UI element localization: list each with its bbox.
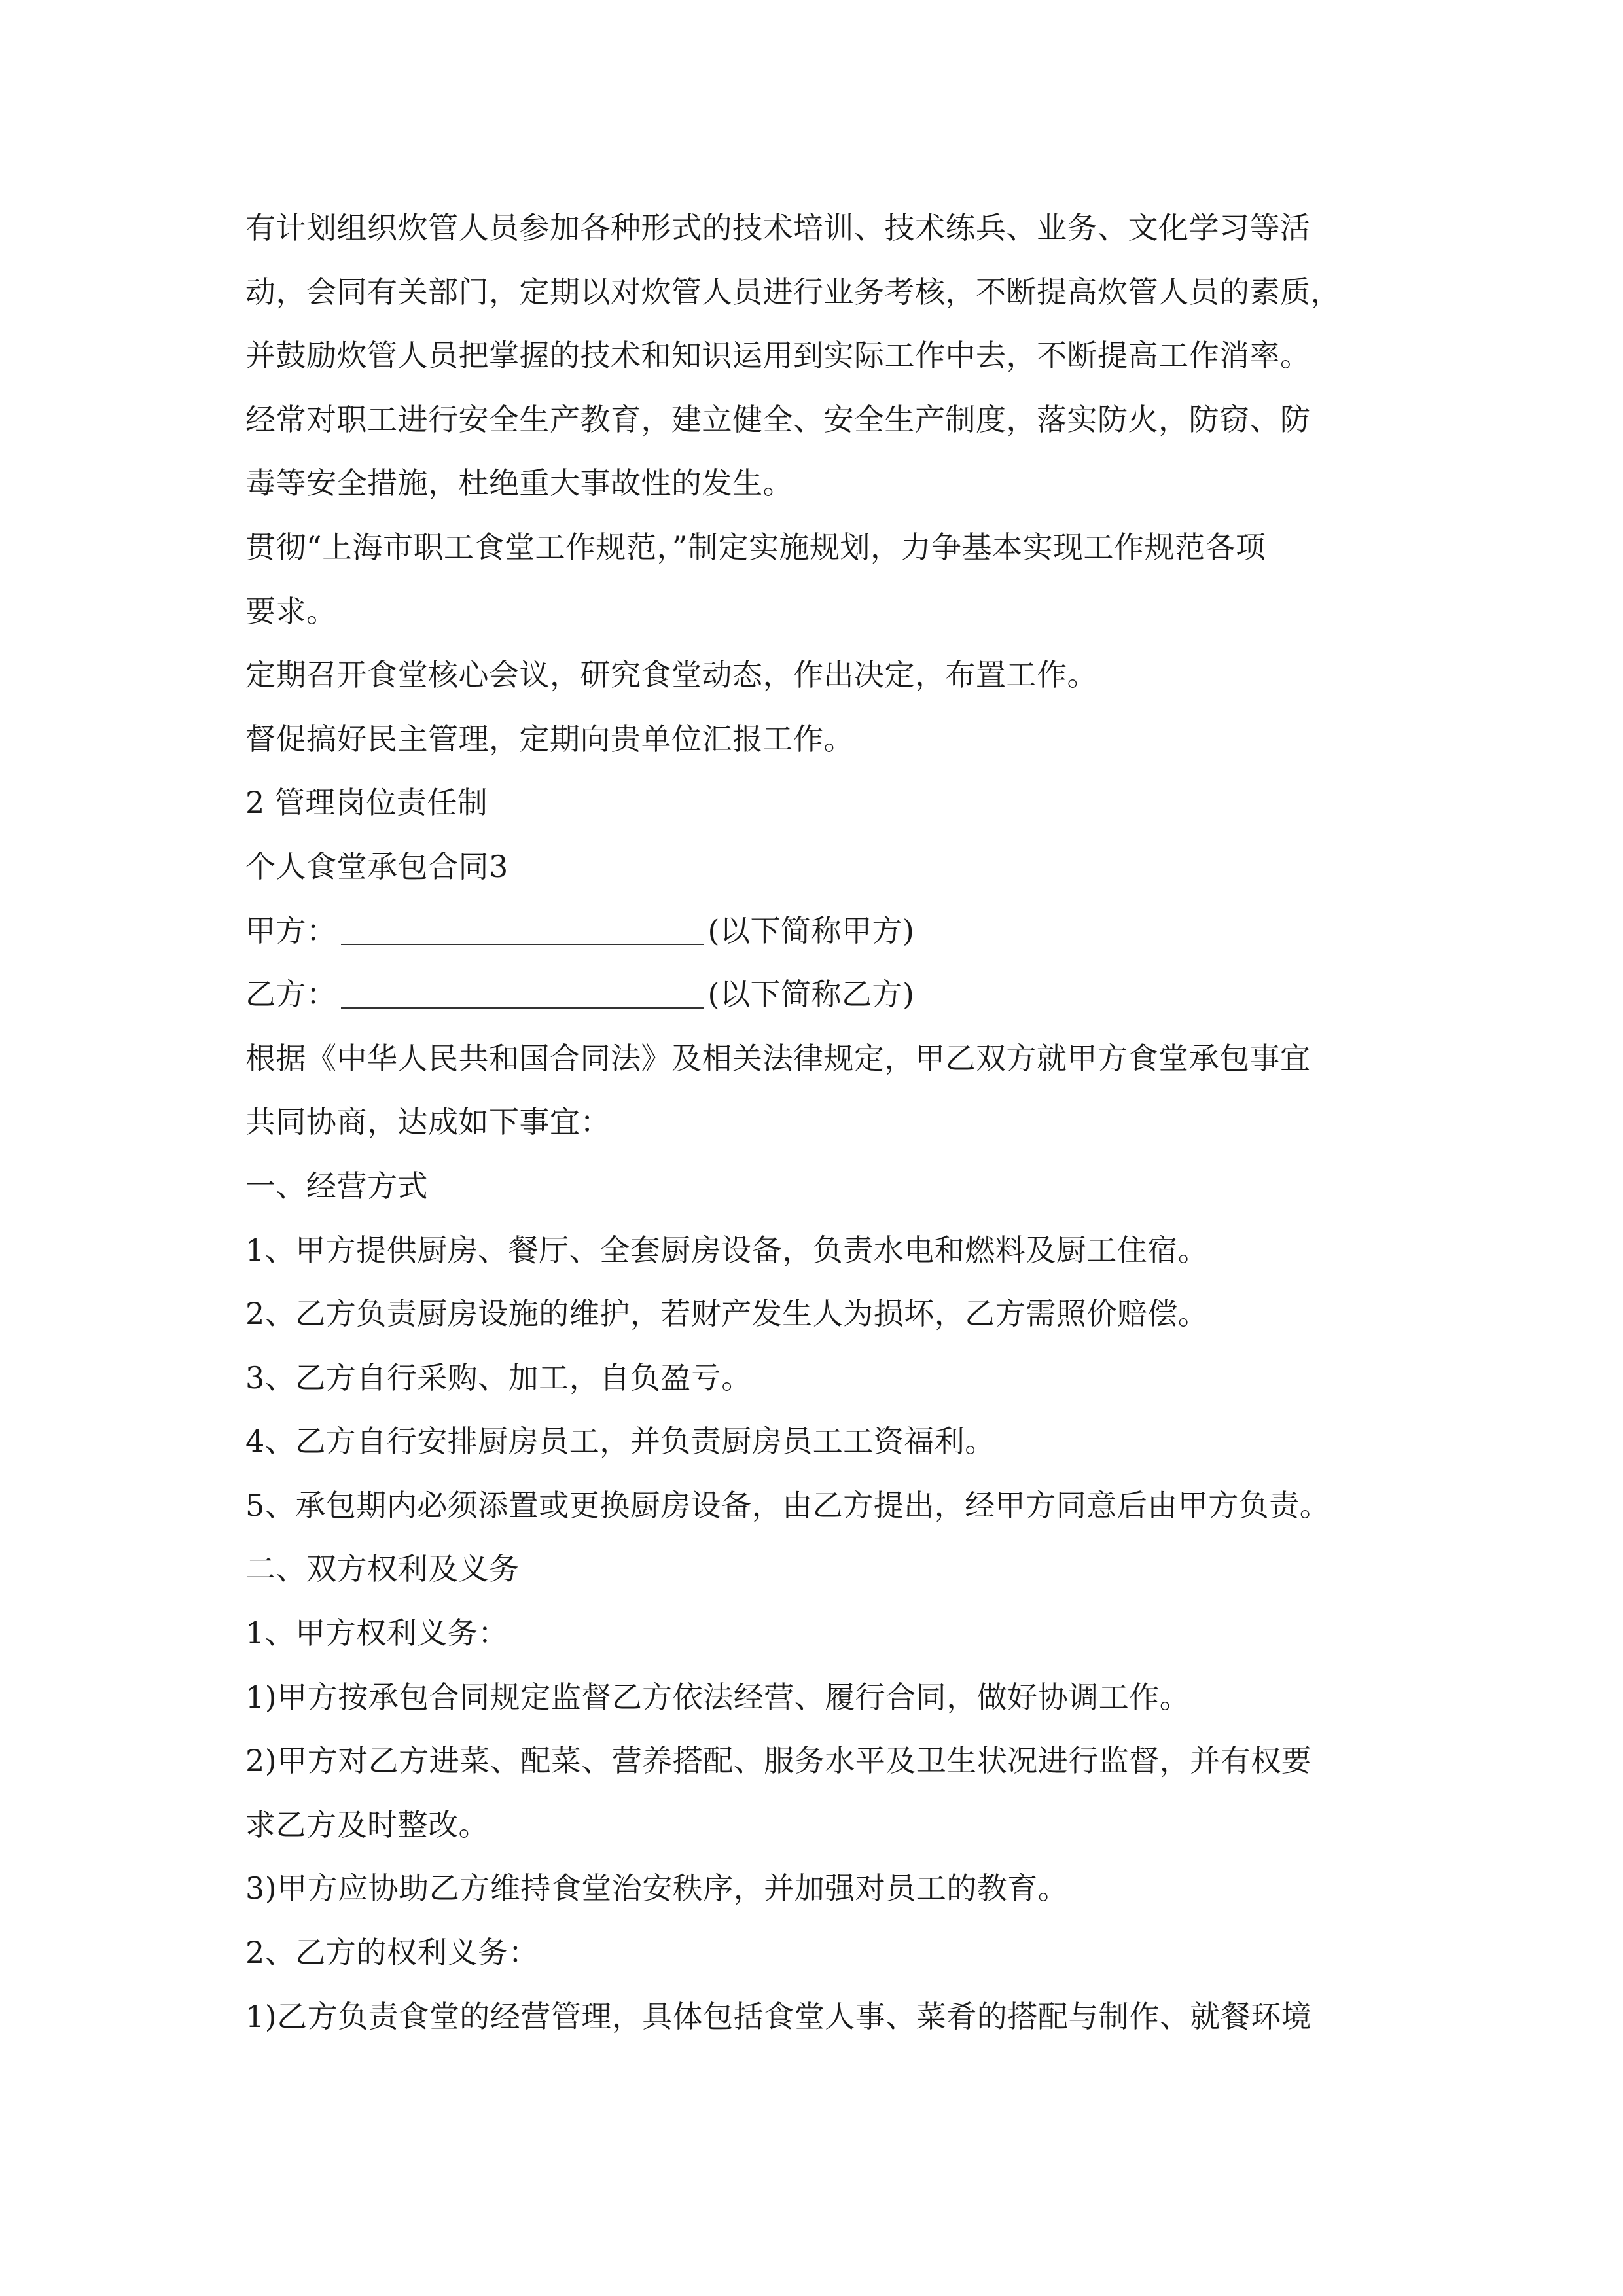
- subsection-heading: 2、乙方的权利义务：: [245, 1935, 539, 1971]
- text-line: 贯彻“上海市职工食堂工作规范，”制定实施规划，力争基本实现工作规范各项: [245, 529, 1266, 565]
- party-b-label: 乙方：: [245, 977, 337, 1013]
- clause-item: 4、乙方自行安排厨房员工，并负责厨房员工工资福利。: [245, 1424, 995, 1460]
- text-line: 并鼓励炊管人员把掌握的技术和知识运用到实际工作中去，不断提高工作消率。: [245, 338, 1311, 374]
- text-line: 有计划组织炊管人员参加各种形式的技术培训、技术练兵、业务、文化学习等活: [245, 210, 1311, 245]
- subsection-heading: 1、甲方权利义务：: [245, 1615, 508, 1651]
- party-a-blank-field: [341, 911, 704, 945]
- document-title: 个人食堂承包合同3: [245, 848, 508, 884]
- text-line: 动，会同有关部门，定期以对炊管人员进行业务考核，不断提高炊管人员的素质，: [245, 274, 1341, 310]
- text-line: 共同协商，达成如下事宜：: [245, 1104, 611, 1140]
- clause-item: 3、乙方自行采购、加工，自负盈亏。: [245, 1359, 752, 1395]
- document-body: [245, 196, 1397, 2049]
- clause-item: 1、甲方提供厨房、餐厅、全套厨房设备，负责水电和燃料及厨工住宿。: [245, 1232, 1209, 1268]
- text-line: 根据《中华人民共和国合同法》及相关法律规定，甲乙双方就甲方食堂承包事宜: [245, 1040, 1311, 1076]
- text-line: 求乙方及时整改。: [245, 1806, 489, 1842]
- text-line: 要求。: [245, 593, 337, 629]
- clause-item: 3)甲方应协助乙方维持食堂治安秩序，并加强对员工的教育。: [245, 1871, 1069, 1907]
- text-line: 督促搞好民主管理，定期向贵单位汇报工作。: [245, 721, 854, 757]
- text-line: 毒等安全措施，杜绝重大事故性的发生。: [245, 465, 793, 501]
- clause-item: 1)甲方按承包合同规定监督乙方依法经营、履行合同，做好协调工作。: [245, 1679, 1190, 1715]
- clause-item: 2、乙方负责厨房设施的维护，若财产发生人为损坏，乙方需照价赔偿。: [245, 1296, 1209, 1332]
- text-line: 定期召开食堂核心会议，研究食堂动态，作出决定，布置工作。: [245, 657, 1097, 693]
- party-b-line: [245, 963, 1397, 1027]
- clause-item: 2)甲方对乙方进菜、配菜、营养搭配、服务水平及卫生状况进行监督，并有权要: [245, 1743, 1312, 1779]
- party-a-label: 甲方：: [245, 912, 337, 948]
- section-heading: 一、经营方式: [245, 1168, 428, 1204]
- party-a-line: [245, 899, 1397, 963]
- section-heading: 2 管理岗位责任制: [245, 785, 488, 821]
- clause-item: 5、承包期内必须添置或更换厨房设备，由乙方提出，经甲方同意后由甲方负责。: [245, 1487, 1330, 1523]
- party-b-suffix: (以下简称乙方): [707, 977, 915, 1013]
- section-heading: 二、双方权利及义务: [245, 1551, 520, 1587]
- party-b-blank-field: [341, 975, 704, 1009]
- party-a-suffix: (以下简称甲方): [707, 912, 915, 948]
- text-line: 经常对职工进行安全生产教育，建立健全、安全生产制度，落实防火，防窃、防: [245, 401, 1311, 437]
- clause-item: 1)乙方负责食堂的经营管理，具体包括食堂人事、菜肴的搭配与制作、就餐环境: [245, 1998, 1312, 2034]
